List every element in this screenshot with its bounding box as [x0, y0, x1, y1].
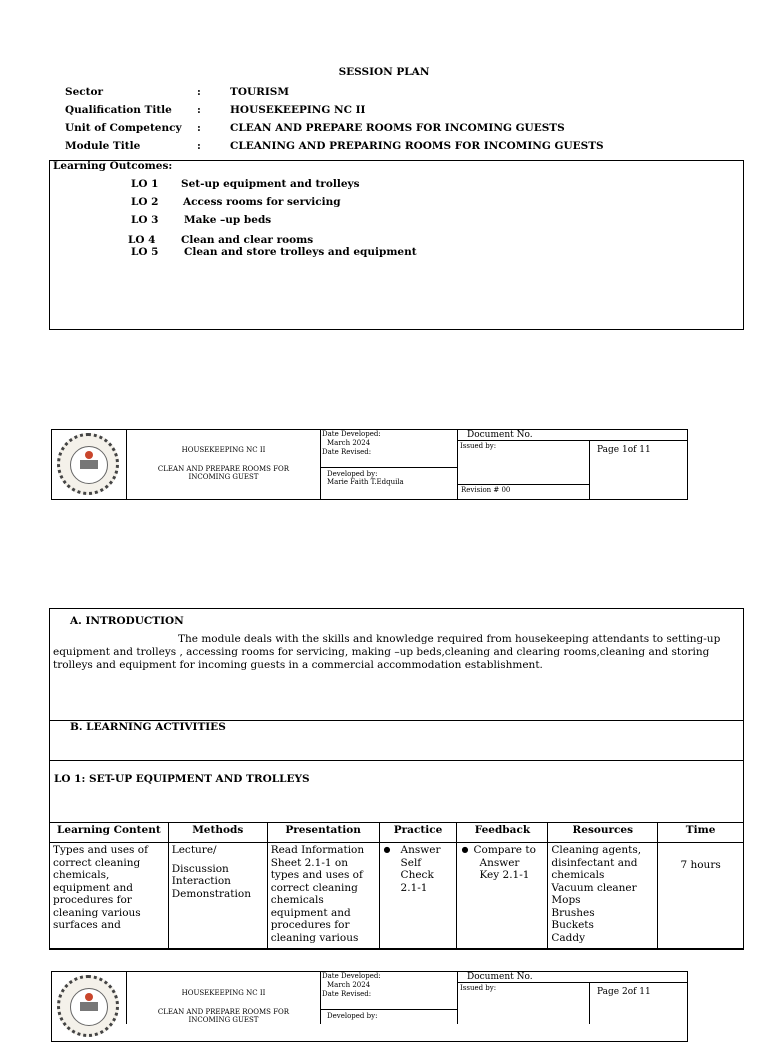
school-seal-logo	[57, 975, 119, 1037]
col-feedback: Feedback	[457, 823, 548, 843]
footer-date-revised-label: Date Revised:	[322, 990, 372, 998]
footer-issued-by: Issued by:	[460, 984, 497, 992]
col-practice: Practice	[379, 823, 457, 843]
bullet-icon: ●	[383, 845, 391, 854]
activity-table	[49, 822, 744, 949]
introduction-line: trolleys and equipment for incoming guests in a commercial accommodation establishment.	[53, 659, 543, 671]
lo-code: LO 4	[128, 234, 156, 246]
header-label-unit: Unit of Competency	[65, 122, 182, 134]
lo-text: Access rooms for servicing	[183, 196, 341, 208]
cell-feedback: ● Compare to Answer Key 2.1-1	[457, 843, 548, 949]
lo-text: Clean and store trolleys and equipment	[184, 246, 417, 258]
footer-date-developed: March 2024	[327, 439, 371, 447]
footer-course: HOUSEKEEPING NC II	[181, 989, 266, 997]
header-label-qualification: Qualification Title	[65, 104, 172, 116]
footer-developed-by-label: Developed by:	[327, 470, 378, 478]
header-colon: :	[197, 140, 201, 152]
footer-document-no: Document No.	[467, 972, 533, 982]
cell-presentation: Read Information Sheet 2.1-1 on types and uses of correct cleaning chemicals equipment and procedures for cleaning various	[267, 843, 379, 949]
learning-outcomes-heading: Learning Outcomes:	[53, 160, 173, 172]
lo-text: Set-up equipment and trolleys	[181, 178, 360, 190]
header-value-qualification: HOUSEKEEPING NC II	[230, 104, 366, 116]
introduction-line: The module deals with the skills and knowledge required from housekeeping attendants to setting-up	[178, 633, 721, 645]
lo-text: Clean and clear rooms	[181, 234, 314, 246]
page-title: SESSION PLAN	[338, 66, 430, 78]
cell-time: 7 hours	[658, 843, 744, 949]
footer-date-developed-label: Date Developed:	[322, 972, 381, 980]
header-colon: :	[197, 86, 201, 98]
header-colon: :	[197, 122, 201, 134]
lo-code: LO 1	[131, 178, 159, 190]
footer-unit: CLEAN AND PREPARE ROOMS FOR INCOMING GUEST	[157, 465, 290, 481]
header-label-module: Module Title	[65, 140, 141, 152]
footer-date-developed: March 2024	[327, 981, 371, 989]
lo-code: LO 3	[131, 214, 159, 226]
footer-unit: CLEAN AND PREPARE ROOMS FOR INCOMING GUEST	[157, 1008, 290, 1024]
cell-methods: Lecture/ Discussion Interaction Demonstration	[168, 843, 267, 949]
footer-issued-by: Issued by:	[460, 442, 497, 450]
footer-date-developed-label: Date Developed:	[322, 430, 381, 438]
header-label-sector: Sector	[65, 86, 104, 98]
cell-resources: Cleaning agents, disinfectant and chemicals Vacuum cleaner Mops Brushes Buckets Caddy	[548, 843, 658, 949]
header-colon: :	[197, 104, 201, 116]
col-learning-content: Learning Content	[50, 823, 169, 843]
table-row	[50, 843, 744, 949]
lo1-heading: LO 1: SET-UP EQUIPMENT AND TROLLEYS	[54, 773, 310, 785]
footer-revision: Revision # 00	[461, 486, 511, 494]
footer-date-revised-label: Date Revised:	[322, 448, 372, 456]
col-resources: Resources	[548, 823, 658, 843]
footer-page-number: Page 1of 11	[597, 445, 651, 455]
footer-course: HOUSEKEEPING NC II	[181, 446, 266, 454]
lo-code: LO 5	[131, 246, 159, 258]
cell-practice: ● Answer Self Check 2.1-1	[379, 843, 457, 949]
col-methods: Methods	[168, 823, 267, 843]
footer-developed-by: Marie Faith T.Edquila	[327, 478, 404, 486]
footer-document-no: Document No.	[467, 430, 533, 440]
col-presentation: Presentation	[267, 823, 379, 843]
learning-activities-heading: B. LEARNING ACTIVITIES	[70, 721, 226, 733]
cell-learning-content: Types and uses of correct cleaning chemicals, equipment and procedures for cleaning various surfaces and	[50, 843, 169, 949]
introduction-line: equipment and trolleys , accessing rooms for servicing, making –up beds,cleaning and clearing rooms,cleaning and storing	[53, 646, 710, 658]
school-seal-logo	[57, 433, 119, 495]
header-value-module: CLEANING AND PREPARING ROOMS FOR INCOMING GUESTS	[230, 140, 604, 152]
footer-page-number: Page 2of 11	[597, 987, 651, 997]
col-time: Time	[658, 823, 744, 843]
header-value-unit: CLEAN AND PREPARE ROOMS FOR INCOMING GUESTS	[230, 122, 565, 134]
bullet-icon: ●	[461, 845, 469, 854]
introduction-heading: A. INTRODUCTION	[70, 615, 184, 627]
footer-developed-by-label: Developed by:	[327, 1012, 378, 1020]
lo-code: LO 2	[131, 196, 159, 208]
lo-text: Make –up beds	[184, 214, 272, 226]
header-value-sector: TOURISM	[230, 86, 289, 98]
